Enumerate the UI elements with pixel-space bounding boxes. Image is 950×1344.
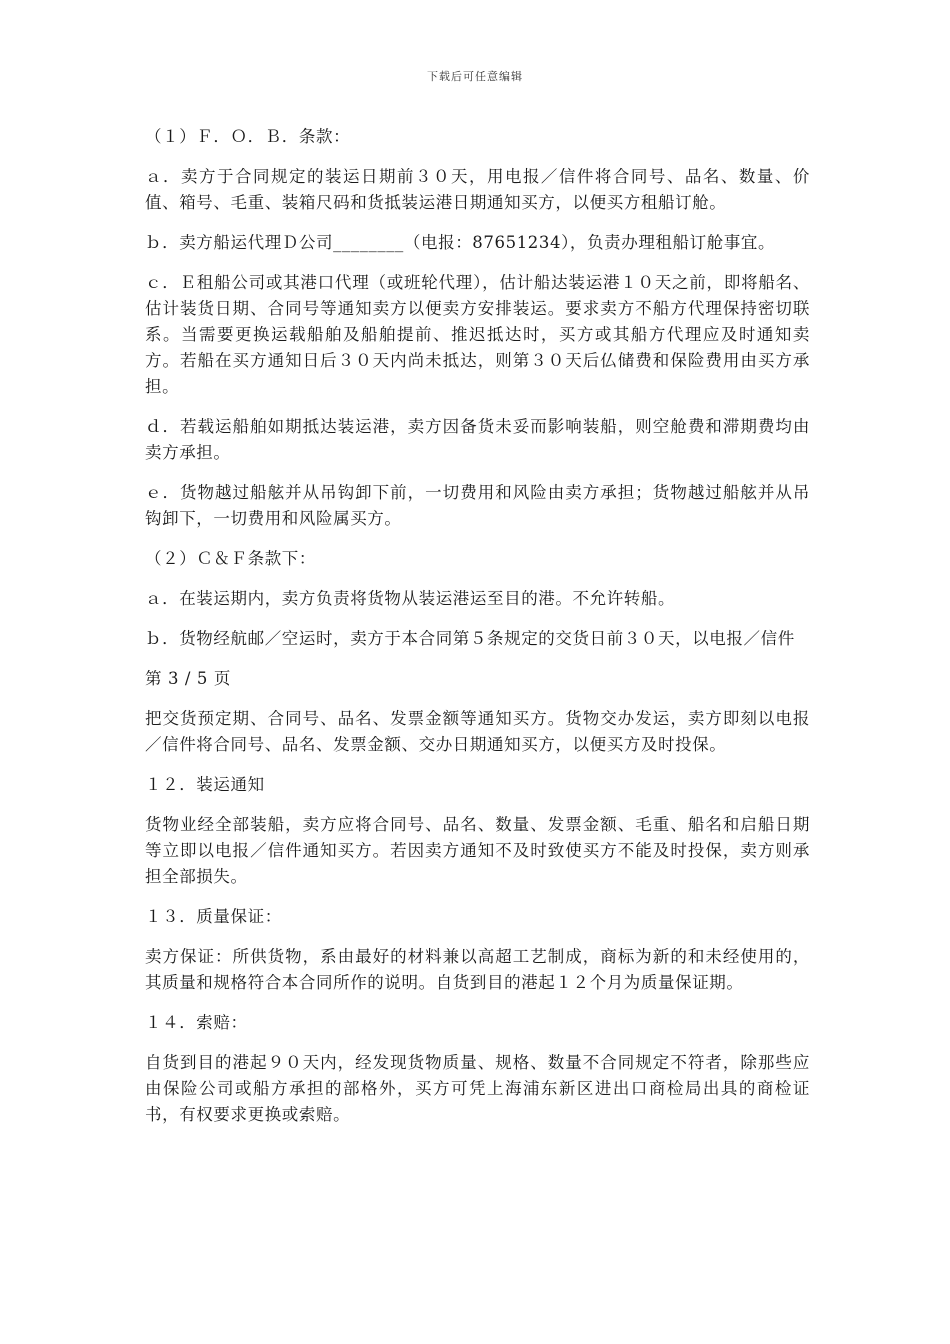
page-number: 第 3 / 5 页 (145, 669, 231, 688)
page-header-note: 下载后可任意编辑 (427, 70, 523, 83)
section-14-heading: １４．索赔： (145, 1013, 248, 1032)
fob-clause-b: ｂ．卖方船运代理Ｄ公司________（电报：87651234），负责办理租船订舱事宜。 (145, 233, 776, 252)
section-12-heading: １２．装运通知 (145, 775, 265, 794)
document-body (145, 124, 810, 1142)
fob-clause-c: ｃ．Ｅ租船公司或其港口代理（或班轮代理），估计船达装运港１０天之前，即将船名、估计装货日期、合同号等通知卖方以便卖方安排装运。要求卖方不船方代理保持密切联系。当需要更换运载船舶及船舶提前、推迟抵达时，买方或其船方代理应及时通知卖方。若船在买方通知日后３０天内尚未抵达，则第３０天后仏储费和保险费用由买方承担。 (145, 273, 810, 396)
cf-clause-a: ａ．在装运期内，卖方负责将货物从装运港运至目的港。不允许转船。 (145, 589, 676, 608)
cf-clause-b-continued: 把交货预定期、合同号、品名、发票金额等通知买方。货物交办发运，卖方即刻以电报／信件将合同号、品名、发票金额、交办日期通知买方，以便买方及时投保。 (145, 709, 810, 754)
fob-clause-e: ｅ．货物越过船舷并从吊钩卸下前，一切费用和风险由卖方承担；货物越过船舷并从吊钩卸下，一切费用和风险属买方。 (145, 483, 810, 528)
cf-clause-heading: （２）Ｃ＆Ｆ条款下： (145, 549, 316, 568)
section-13-heading: １３．质量保证： (145, 907, 282, 926)
section-14-body: 自货到目的港起９０天内，经发现货物质量、规格、数量不合同规定不符者，除那些应由保险公司或船方承担的部格外，买方可凭上海浦东新区进出口商检局出具的商检证书，有权要求更换或索赔。 (145, 1053, 810, 1124)
section-13-body: 卖方保证：所供货物，系由最好的材料兼以高超工艺制成，商标为新的和未经使用的，其质量和规格符合本合同所作的说明。自货到目的港起１２个月为质量保证期。 (145, 947, 810, 992)
fob-clause-heading: （１）Ｆ．Ｏ．Ｂ．条款： (145, 127, 351, 146)
fob-clause-d: ｄ．若载运船舶如期抵达装运港，卖方因备货未妥而影响装船，则空舱费和滞期费均由卖方承担。 (145, 417, 810, 462)
cf-clause-b: ｂ．货物经航邮／空运时，卖方于本合同第５条规定的交货日前３０天，以电报／信件 (145, 629, 795, 648)
fob-clause-a: ａ．卖方于合同规定的装运日期前３０天，用电报／信件将合同号、品名、数量、价值、箱号、毛重、装箱尺码和货抵装运港日期通知买方，以便买方租船订舱。 (145, 167, 810, 212)
section-12-body: 货物业经全部装船，卖方应将合同号、品名、数量、发票金额、毛重、船名和启船日期等立即以电报／信件通知买方。若因卖方通知不及时致使买方不能及时投保，卖方则承担全部损失。 (145, 815, 810, 886)
